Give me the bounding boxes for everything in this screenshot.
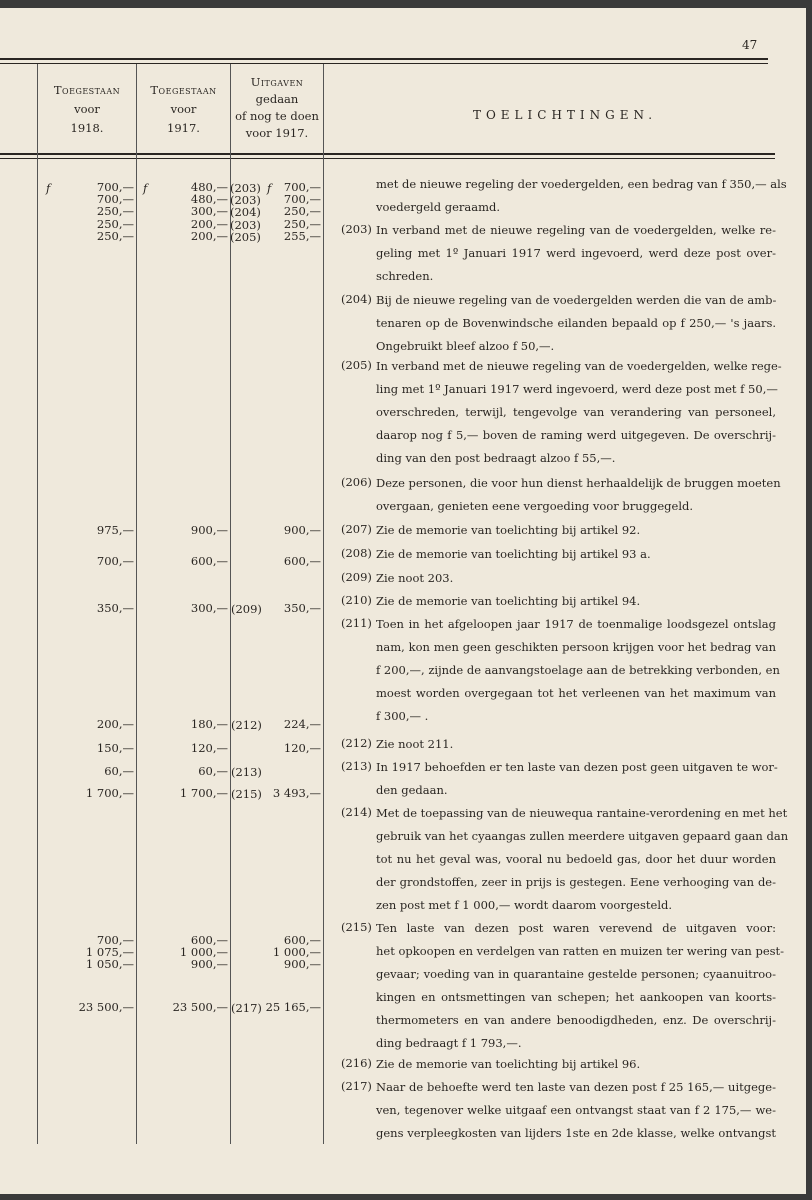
note-ref: (215) [231, 787, 262, 801]
amount-1917: 120,— [190, 741, 228, 755]
col-divider-4 [323, 64, 324, 1144]
note-line: Zie noot 203. [376, 571, 454, 585]
note-text [376, 756, 776, 802]
note-line: geling met 1º Januari 1917 werd ingevoerd, werd deze post over- [376, 246, 776, 260]
header-uitgaven-line1: Uitgaven [250, 75, 304, 89]
header-bottom-rule-thin [0, 158, 775, 159]
note-ref: (213) [231, 765, 262, 779]
note-line: moest worden overgegaan tot het verleenen van het maximum van [376, 686, 776, 700]
header-uitgaven-line2: gedaan [255, 92, 299, 106]
header-1917-line1: Toegestaan [150, 83, 217, 97]
note-line: f 300,— . [376, 709, 429, 723]
amount-uitgaven: 255,— [283, 229, 321, 243]
amount-uitgaven: 1 000,— [272, 945, 321, 959]
currency-symbol-uitgaven: f [267, 181, 272, 195]
amount-1918: 1 700,— [85, 786, 134, 800]
header-uitgaven-line4: voor 1917. [245, 126, 309, 140]
amount-uitgaven: 600,— [283, 554, 321, 568]
amount-1918: 1 075,— [85, 945, 134, 959]
col-divider-1 [37, 64, 38, 1144]
header-1917-line2: voor [170, 102, 197, 116]
amount-1918: 975,— [96, 523, 134, 537]
note-line: Zie de memorie van toelichting bij artikel 93 a. [376, 547, 651, 561]
note-line: Bij de nieuwe regeling van de voedergelden werden die van de amb- [376, 293, 777, 307]
note-ref: (204) [230, 205, 261, 219]
header-1917-line3: 1917. [167, 121, 200, 135]
amount-1918: 700,— [96, 192, 134, 206]
page-number: 47 [742, 38, 758, 52]
note-text [376, 219, 776, 288]
header-toegestaan-1917 [137, 81, 230, 138]
amount-1917: 900,— [190, 523, 228, 537]
header-1918-line2: voor [74, 102, 100, 116]
note-line: den gedaan. [376, 783, 448, 797]
amount-1917: 300,— [190, 204, 228, 218]
amount-uitgaven: 900,— [283, 523, 321, 537]
note-text [376, 733, 776, 756]
amount-1918: 60,— [104, 764, 134, 778]
amount-1917: 200,— [190, 229, 228, 243]
note-ref: (205) [230, 230, 261, 244]
note-line: Zie de memorie van toelichting bij artikel 92. [376, 523, 641, 537]
note-line: Ten laste van dezen post waren verevend de uitgaven voor: [376, 921, 776, 935]
amount-1917: 480,— [190, 192, 228, 206]
note-text [376, 567, 776, 590]
note-line: ling met 1º Januari 1917 werd ingevoerd, werd deze post met f 50,— [376, 382, 778, 396]
note-text [376, 173, 787, 219]
amount-1917: 600,— [190, 554, 228, 568]
amount-uitgaven: 700,— [283, 180, 321, 194]
amount-1917: 900,— [190, 957, 228, 971]
header-toelichtingen: TOELICHTINGEN. [472, 108, 658, 122]
amount-1917: 23 500,— [172, 1000, 228, 1014]
header-uitgaven-line3: of nog te doen [235, 109, 319, 123]
amount-1918: 23 500,— [78, 1000, 134, 1014]
note-ref: (212) [231, 718, 262, 732]
note-line: voedergeld geraamd. [376, 200, 501, 214]
currency-symbol-1918: f [46, 181, 51, 195]
note-number: (216) [341, 1056, 372, 1070]
amount-1918: 250,— [96, 217, 134, 231]
note-line: tot nu het geval was, vooral nu bedoeld gas, door het duur worden [376, 852, 776, 866]
note-line: gebruik van het cyaangas zullen meerdere uitgaven gepaard gaan dan [376, 829, 789, 843]
note-number: (215) [341, 920, 372, 934]
note-text [376, 355, 782, 470]
note-line: gens verpleegkosten van lijders 1ste en 2de klasse, welke ontvangst [376, 1126, 776, 1140]
note-line: Met de toepassing van de nieuwequa rantaine-verordening en met het [376, 806, 788, 820]
amount-1918: 700,— [96, 554, 134, 568]
note-line: kingen en ontsmettingen van schepen; het aankoopen van koorts- [376, 990, 776, 1004]
note-number: (205) [341, 358, 372, 372]
note-line: nam, kon men geen geschikten persoon krijgen voor het bedrag van [376, 640, 776, 654]
note-line: ding bedraagt f 1 793,—. [376, 1036, 522, 1050]
note-text [376, 590, 776, 613]
note-number: (208) [341, 546, 372, 560]
document-page [0, 8, 806, 1194]
amount-1918: 700,— [96, 933, 134, 947]
amount-1917: 480,— [190, 180, 228, 194]
note-line: zen post met f 1 000,— wordt daarom voorgesteld. [376, 898, 673, 912]
amount-1917: 1 700,— [179, 786, 228, 800]
amount-uitgaven: 3 493,— [272, 786, 321, 800]
amount-uitgaven: 120,— [283, 741, 321, 755]
note-number: (213) [341, 759, 372, 773]
note-text [376, 519, 776, 542]
note-line: f 200,—, zijnde de aanvangstoelage aan de betrekking verbonden, en [376, 663, 780, 677]
note-line: In verband met de nieuwe regeling van de voedergelden, welke re- [376, 223, 776, 237]
note-line: ven, tegenover welke uitgaaf een ontvangst staat van f 2 175,— we- [376, 1103, 776, 1117]
header-bottom-rule [0, 153, 775, 155]
amount-uitgaven: 25 165,— [265, 1000, 321, 1014]
currency-symbol-1917: f [143, 181, 148, 195]
note-text [376, 543, 776, 566]
note-line: daarop nog f 5,— boven de raming werd uitgegeven. De overschrij- [376, 428, 776, 442]
note-number: (209) [341, 570, 372, 584]
note-text [376, 1053, 776, 1076]
note-line: gevaar; voeding van in quarantaine gestelde personen; cyaanuitroo- [376, 967, 776, 981]
header-top-rule [0, 58, 768, 60]
amount-1918: 350,— [96, 601, 134, 615]
amount-uitgaven: 350,— [283, 601, 321, 615]
note-ref: (203) [230, 218, 261, 232]
note-number: (206) [341, 475, 372, 489]
amount-uitgaven: 600,— [283, 933, 321, 947]
note-number: (212) [341, 736, 372, 750]
note-ref: (203) [230, 193, 261, 207]
amount-uitgaven: 250,— [283, 217, 321, 231]
note-line: thermometers en van andere benoodigdheden, enz. De overschrij- [376, 1013, 776, 1027]
note-ref: (203) [230, 181, 261, 195]
amount-uitgaven: 900,— [283, 957, 321, 971]
note-line: Naar de behoefte werd ten laste van dezen post f 25 165,— uitgege- [376, 1080, 776, 1094]
note-line: In verband met de nieuwe regeling van de voedergelden, welke rege- [376, 359, 782, 373]
note-number: (211) [341, 616, 372, 630]
amount-1918: 1 050,— [85, 957, 134, 971]
amount-1918: 700,— [96, 180, 134, 194]
amount-1918: 200,— [96, 717, 134, 731]
note-line: schreden. [376, 269, 434, 283]
header-toegestaan-1918 [38, 81, 136, 138]
amount-1918: 150,— [96, 741, 134, 755]
note-ref: (217) [231, 1001, 262, 1015]
note-line: ding van den post bedraagt alzoo f 55,—. [376, 451, 616, 465]
amount-1918: 250,— [96, 204, 134, 218]
header-uitgaven-1917 [231, 74, 323, 142]
note-text [376, 613, 780, 728]
amount-1917: 300,— [190, 601, 228, 615]
amount-1917: 200,— [190, 217, 228, 231]
note-line: Deze personen, die voor hun dienst herhaaldelijk de bruggen moeten [376, 476, 781, 490]
note-line: der grondstoffen, zeer in prijs is gestegen. Eene verhooging van de- [376, 875, 776, 889]
note-number: (203) [341, 222, 372, 236]
note-line: tenaren op de Bovenwindsche eilanden bepaald op f 250,— 's jaars. [376, 316, 776, 330]
amount-uitgaven: 250,— [283, 204, 321, 218]
amount-1917: 60,— [198, 764, 228, 778]
note-line: Zie de memorie van toelichting bij artikel 94. [376, 594, 641, 608]
note-line: overschreden, terwijl, tengevolge van verandering van personeel, [376, 405, 776, 419]
col-divider-2 [136, 64, 137, 1144]
header-1918-line1: Toegestaan [53, 83, 121, 97]
note-text [376, 289, 776, 358]
amount-1917: 180,— [190, 717, 228, 731]
amount-1917: 1 000,— [179, 945, 228, 959]
note-text [376, 1076, 776, 1145]
note-line: met de nieuwe regeling der voedergelden, een bedrag van f 350,— als [376, 177, 787, 191]
note-text [376, 802, 789, 917]
note-number: (217) [341, 1079, 372, 1093]
amount-uitgaven: 700,— [283, 192, 321, 206]
header-1918-line3: 1918. [70, 121, 104, 135]
amount-1917: 600,— [190, 933, 228, 947]
note-line: Zie noot 211. [376, 737, 454, 751]
note-text [376, 472, 781, 518]
amount-uitgaven: 224,— [283, 717, 321, 731]
note-number: (207) [341, 522, 372, 536]
note-line: overgaan, genieten eene vergoeding voor bruggegeld. [376, 499, 694, 513]
note-line: In 1917 behoefden er ten laste van dezen post geen uitgaven te wor- [376, 760, 778, 774]
note-line: Ongebruikt bleef alzoo f 50,—. [376, 339, 555, 353]
note-line: Zie de memorie van toelichting bij artikel 96. [376, 1057, 641, 1071]
amount-1918: 250,— [96, 229, 134, 243]
header-top-rule-thin [0, 63, 768, 64]
note-number: (214) [341, 805, 372, 819]
note-text [376, 917, 785, 1055]
note-line: Toen in het afgeloopen jaar 1917 de toenmalige loodsgezel ontslag [376, 617, 776, 631]
note-number: (210) [341, 593, 372, 607]
note-line: het opkoopen en verdelgen van ratten en muizen ter wering van pest- [376, 944, 785, 958]
note-ref: (209) [231, 602, 262, 616]
note-number: (204) [341, 292, 372, 306]
